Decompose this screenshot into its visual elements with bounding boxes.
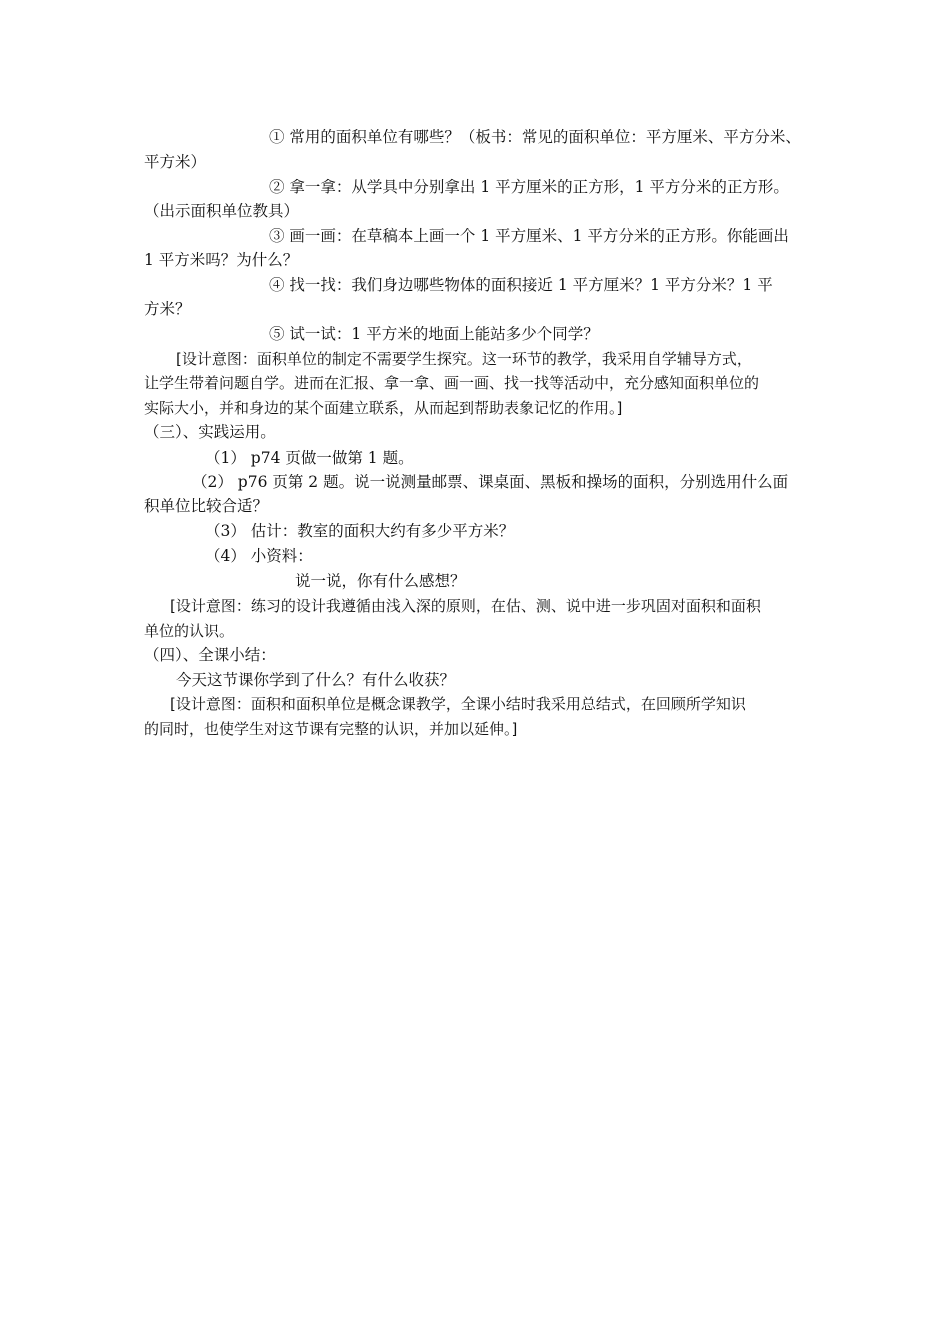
units-item-1-line-1: ① 常用的面积单位有哪些？（板书：常见的面积单位：平方厘米、平方分米、 — [269, 128, 801, 146]
design-note-1-line-2: 让学生带着问题自学。进而在汇报、拿一拿、画一画、找一找等活动中，充分感知面积单位的 — [144, 374, 760, 392]
section-3-heading: （三）、实践运用。 — [144, 423, 276, 441]
units-item-2-line-1: ② 拿一拿：从学具中分别拿出 1 平方厘米的正方形，1 平方分米的正方形。 — [269, 178, 789, 196]
section-3-item-4: （4） 小资料： — [205, 547, 313, 565]
design-note-2-line-2: 单位的认识。 — [144, 622, 235, 640]
units-item-1-line-2: 平方米） — [144, 153, 207, 171]
units-item-2-line-2: （出示面积单位教具） — [144, 202, 300, 220]
section-4-question: 今天这节课你学到了什么？有什么收获？ — [176, 671, 456, 689]
design-note-2-line-1: [设计意图：练习的设计我遵循由浅入深的原则，在估、测、说中进一步巩固对面积和面积 — [170, 597, 761, 615]
section-3-item-1: （1） p74 页做一做第 1 题。 — [205, 449, 414, 467]
design-note-3-line-2: 的同时，也使学生对这节课有完整的认识，并加以延伸。] — [144, 720, 518, 738]
units-item-3-line-1: ③ 画一画：在草稿本上画一个 1 平方厘米、1 平方分米的正方形。你能画出 — [269, 227, 789, 245]
section-4-heading: （四）、全课小结： — [144, 646, 276, 664]
units-item-5: ⑤ 试一试：1 平方米的地面上能站多少个同学？ — [269, 325, 599, 343]
units-item-4-line-1: ④ 找一找：我们身边哪些物体的面积接近 1 平方厘米？1 平方分米？1 平 — [269, 276, 773, 294]
units-item-3-line-2: 1 平方米吗？为什么？ — [144, 251, 299, 269]
design-note-3-line-1: [设计意图：面积和面积单位是概念课教学，全课小结时我采用总结式，在回顾所学知识 — [170, 695, 746, 713]
section-3-item-2-line-1: （2） p76 页第 2 题。说一说测量邮票、课桌面、黑板和操场的面积，分别选用什么面 — [192, 473, 789, 491]
design-note-1-line-3: 实际大小，并和身边的某个面建立联系，从而起到帮助表象记忆的作用。] — [144, 399, 623, 417]
section-3-item-3: （3） 估计：教室的面积大约有多少平方米？ — [205, 522, 515, 540]
design-note-1-line-1: [设计意图：面积单位的制定不需要学生探究。这一环节的教学，我采用自学辅导方式， — [176, 350, 752, 368]
section-3-item-2-line-2: 积单位比较合适？ — [144, 497, 269, 515]
units-item-4-line-2: 方米？ — [144, 300, 191, 318]
section-3-item-4-sub: 说一说，你有什么感想？ — [295, 572, 466, 590]
